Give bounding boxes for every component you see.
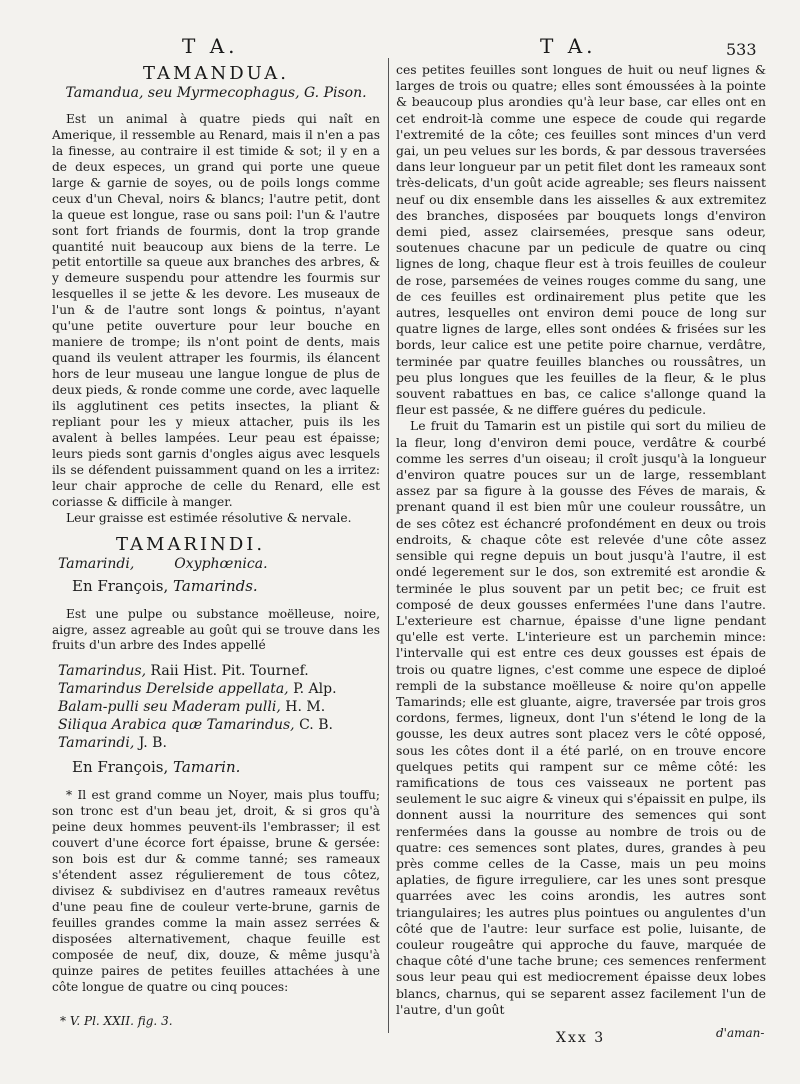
paragraph-tamandua-graisse: Leur graisse est estimée résolutive & nervale. bbox=[66, 510, 352, 525]
running-head-right: T A. bbox=[540, 34, 597, 58]
entry-title-tamandua: TAMANDUA. bbox=[143, 63, 289, 84]
signature-mark: Xxx 3 bbox=[556, 1030, 606, 1046]
synonym-name: Tamarindus Derelside appellata, bbox=[58, 681, 289, 698]
french-name: Tamarinds. bbox=[173, 576, 258, 595]
synonym-name: Balam-pulli seu Maderam pulli, bbox=[58, 699, 281, 716]
catchword: d'aman- bbox=[716, 1026, 765, 1040]
synonym-source: H. M. bbox=[285, 699, 326, 716]
french-label: En François, bbox=[72, 576, 169, 595]
synonym-item bbox=[58, 698, 380, 716]
running-head-left: T A. bbox=[182, 34, 239, 58]
page-number: 533 bbox=[726, 40, 757, 59]
synonym-list bbox=[58, 662, 380, 752]
paragraph-tamarindi-intro: Est une pulpe ou substance moëlleuse, noire, aigre, assez agreable au goût qui se trouve dans les fruits d'un arbre des Indes appellé bbox=[52, 606, 380, 653]
synonym-item bbox=[58, 734, 380, 752]
synonym-item bbox=[58, 716, 380, 734]
tamarindi-names bbox=[52, 557, 380, 573]
french-name-2: Tamarin. bbox=[173, 758, 241, 777]
french-label-2: En François, bbox=[72, 758, 169, 777]
synonym-source: J. B. bbox=[138, 735, 167, 752]
column-rule bbox=[388, 58, 389, 1033]
right-column bbox=[396, 62, 766, 1018]
synonym-item bbox=[58, 680, 380, 698]
french-name-line bbox=[52, 576, 380, 595]
synonym-source: P. Alp. bbox=[293, 681, 337, 698]
entry-subtitle-tamandua: Tamandua, seu Myrmecophagus, G. Pison. bbox=[65, 84, 367, 101]
tamarindi-name-1: Tamarindi, bbox=[58, 555, 135, 572]
synonym-name: Siliqua Arabica quæ Tamarindus, bbox=[58, 717, 295, 734]
synonym-name: Tamarindus, bbox=[58, 663, 147, 680]
paragraph-leaves-flowers: ces petites feuilles sont longues de huit ou neuf lignes & larges de trois ou quatre; elles sont émoussées à la pointe & beaucoup plus arondies qu'à leur base, car elles ont en cet endroit-là comme une espece de coude qui regarde l'extremité de la côte; ces feuilles sont minces d'un verd gai, un peu velues sur les bords, & par dessous traversées dans leur longueur par un petit filet dont les rameaux sont très-delicats, d'un goût acide agreable; ses fleurs naissent neuf ou dix ensemble dans les aisselles & aux extremitez des branches, disposées par bouquets longs d'environ demi pied, assez clairsemées, presque sans odeur, soutenues chacune par un pedicule de quatre ou cinq lignes de long, chaque fleur est à trois feuilles de couleur de rose, parsemées de veines rouges comme du sang, une de ces feuilles est ordinairement plus petite que les autres, lesquelles ont environ demi pouce de long sur quatre lignes de large, elles sont ondées & frisées sur les bords, leur calice est une petite poire charnue, verdâtre, terminée par quatre feuilles blanches ou roussâtres, un peu plus longues que les feuilles de la fleur, & le plus souvent rabattues en bas, ce calice s'allonge quand la fleur est passée, & ne differe guéres du pedicule. bbox=[396, 62, 766, 418]
plate-footnote: * V. Pl. XXII. fig. 3. bbox=[60, 1014, 173, 1028]
paragraph-tamarindi-description: * Il est grand comme un Noyer, mais plus touffu; son tronc est d'un beau jet, droit, & si gros qu'à peine deux hommes peuvent-ils l'embrasser; il est couvert d'une écorce fort épaisse, brune & gersée: son bois est dur & comme tanné; ses rameaux s'étendent assez régulierement de tous côtez, divisez & subdivisez en d'autres rameaux revêtus d'une peau fine de couleur verte-brune, garnis de feuilles grandes comme la main assez serrées & disposées alternativement, chaque feuille est composée de neuf, dix, douze, & même jusqu'à quinze paires de petites feuilles attachées à une côte longue de quatre ou cinq pouces: bbox=[52, 788, 380, 994]
left-column bbox=[52, 62, 380, 996]
french-name-line-2 bbox=[52, 760, 380, 776]
paragraph-tamandua-description: Est un animal à quatre pieds qui naît en Amerique, il ressemble au Renard, mais il n'en a pas la finesse, au contraire il est timide & sot; il y en a de deux especes, un grand qui porte une queue large & garnie de soyes, ou de poils longs comme ceux d'un Cheval, noirs & blancs; l'autre petit, dont la queue est longue, rase ou sans poil: l'un & l'autre sont fort friands de fourmis, dont la trop grande quantité nuit beaucoup aux biens de la terre. Le petit entortille sa queue aux branches des arbres, & y demeure suspendu pour attendre les fourmis sur lesquelles il se jette & les devore. Les museaux de l'un & de l'autre sont longs & pointus, n'ayant qu'une petite ouverture pour leur bouche en maniere de trompe; ils n'ont point de dents, mais quand ils veulent attraper les fourmis, ils élancent hors de leur museau une langue longue de plus de deux pieds, & ronde comme une corde, avec laquelle ils agglutinent ces petits insectes, la pliant & repliant pour les y mieux attacher, puis ils les avalent à belles lampées. Leur peau est épaisse; leurs pieds sont garnis d'ongles aigus avec lesquels ils se défendent puissamment quand on les a irritez: leur chair approche de celle du Renard, elle est coriasse & difficile à manger. bbox=[52, 111, 380, 509]
tamarindi-name-2: Oxyphœnica. bbox=[174, 555, 268, 572]
synonym-name: Tamarindi, bbox=[58, 735, 135, 752]
entry-title-tamarindi: TAMARINDI. bbox=[116, 533, 266, 555]
paragraph-fruit: Le fruit du Tamarin est un pistile qui sort du milieu de la fleur, long d'environ demi pouce, verdâtre & courbé comme les serres d'un oiseau; il croît jusqu'à la longueur d'environ quatre pouces sur un de large, ressemblant assez par sa figure à la gousse des Féves de marais, & prenant quand il est bien mûr une couleur roussâtre, un de ses côtez est échancré profondément en deux ou trois endroits, & chaque côte est relevée d'une côte assez sensible qui regne depuis un bout jusqu'à l'autre, il est ondé legerement sur le dos, son extremité est arondie & terminée le plus souvent par un petit bec; ce fruit est composé de deux gousses enfermées l'une dans l'autre. L'exterieure est charnue, épaisse d'une ligne pendant qu'elle est verte. L'interieure est un parchemin mince: l'intervalle qui est entre ces deux gousses est épais de trois ou quatre lignes, c'est comme une espece de diploé rempli de la substance moëlleuse & noire qu'on appelle Tamarinds; elle est gluante, aigre, traversée par trois gros cordons, fermes, ligneux, dont l'un s'étend le long de la gousse, les deux autres sont placez vers le côté opposé, sous les côtes dont il a été parlé, on en trouve encore quelques petits qui rampent sur ce même côté: les ramifications de tous ces vaisseaux ne portent pas seulement le suc aigre & vineux qui s'épaissit en pulpe, ils donnent aussi la nourriture des semences qui sont renfermées dans la gousse au nombre de trois ou de quatre: ces semences sont plates, dures, grandes à peu près comme celles de la Casse, mais un peu moins aplaties, de figure irreguliere, car les unes sont presque quarrées avec les coins arondis, les autres sont triangulaires; les autres plus pointues ou angulentes d'un côté que de l'autre: leur surface est polie, luisante, de couleur rougeâtre qui approche du fauve, marquée de chaque côté d'une tache brune; ces semences renferment sous leur peau qui est mediocrement épaisse deux lobes blancs, charnus, qui se separent assez facilement l'un de l'autre, d'un goût bbox=[396, 418, 766, 1017]
synonym-source: C. B. bbox=[299, 717, 333, 734]
synonym-item bbox=[58, 662, 380, 680]
synonym-source: Raii Hist. Pit. Tournef. bbox=[150, 663, 309, 680]
